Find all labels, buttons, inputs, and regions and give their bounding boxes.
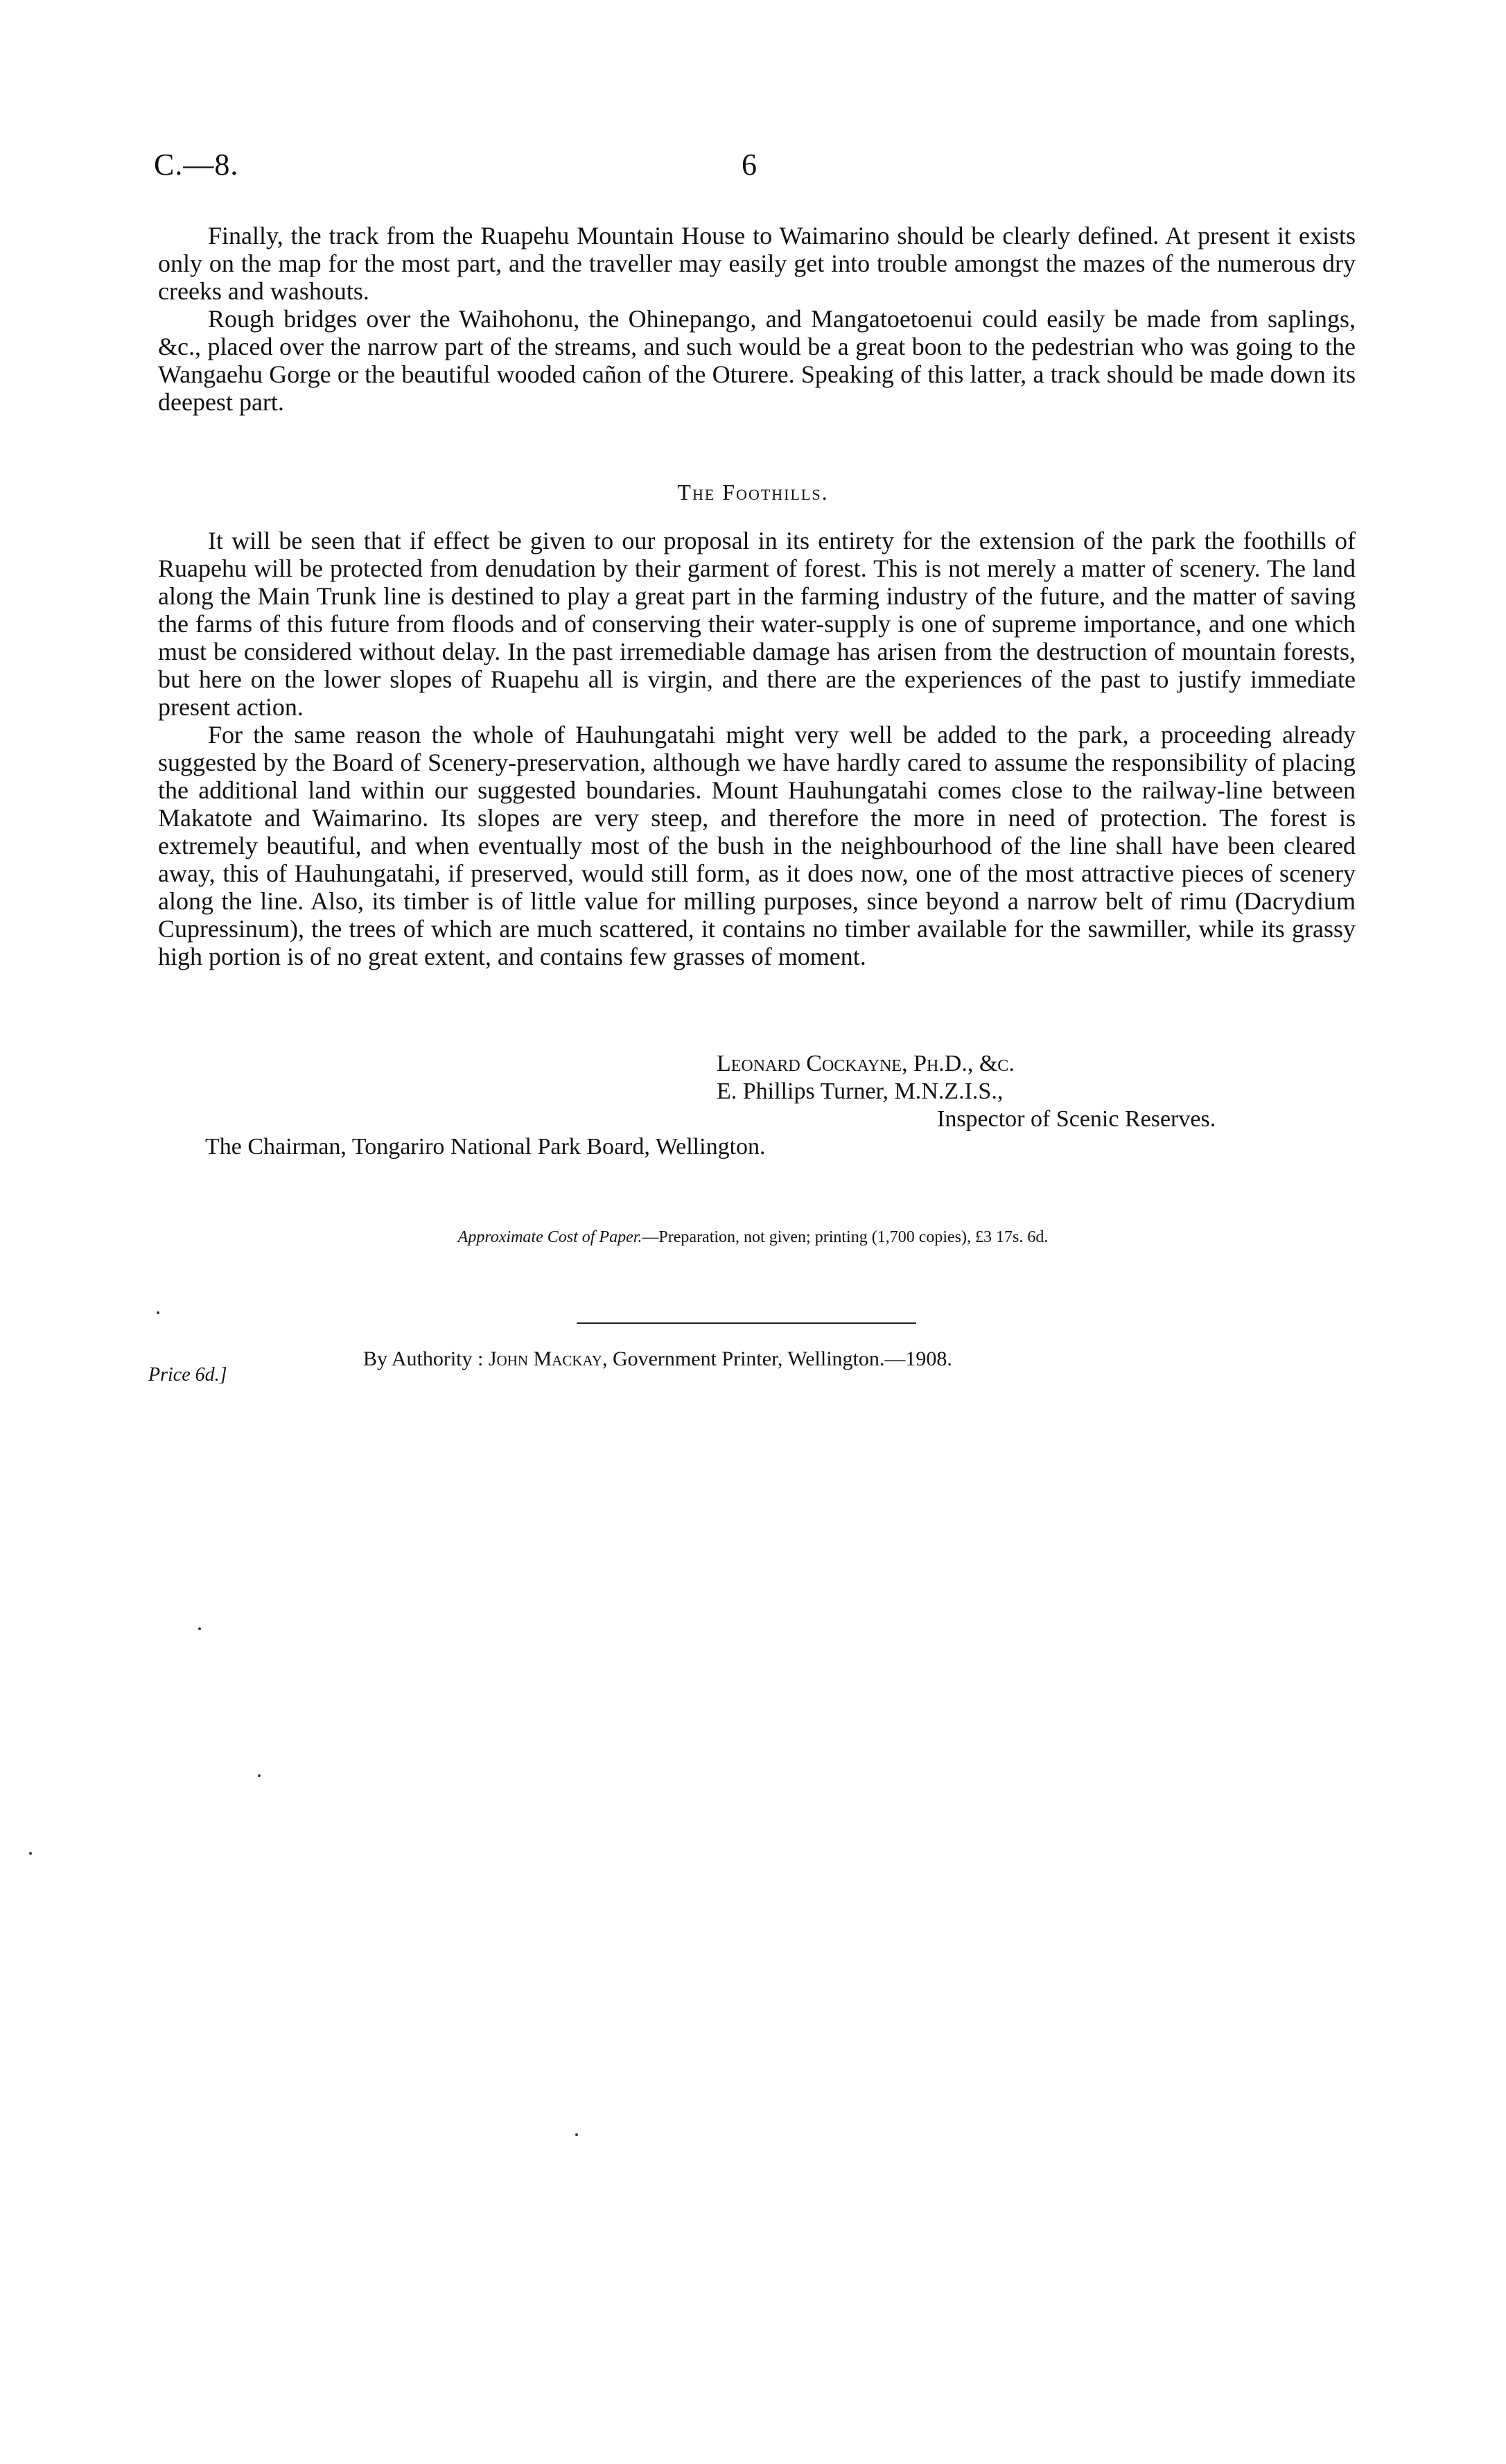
cost-text: —Preparation, not given; printing (1,700 copies), £3 17s. 6d. <box>642 1228 1049 1246</box>
imprint-suffix: Government Printer, Wellington.—1908. <box>612 1347 952 1370</box>
paragraph: For the same reason the whole of Hauhungatahi might very well be added to the park, a proceeding already suggested by the Board of Scenery-preservation, although we have hardly cared to assume the responsibility of placing the additional land within our suggested boundaries. Mount Hauhungatahi comes close to the railway-line between Makatote and Waimarino. Its slopes are very steep, and therefore the more in need of protection. The forest is extremely beautiful, and when eventually most of the bush in the neighbourhood of the line shall have been cleared away, this of Hauhungatahi, if preserved, would still form, as it does now, one of the most attractive pieces of scenery along the line. Also, its timber is of little value for milling purposes, since beyond a narrow belt of rimu (Dacrydium Cupressinum), the trees of which are much scattered, it contains no timber available for the sawmiller, while its grassy high portion is of no great extent, and contains few grasses of moment. <box>158 721 1356 970</box>
body-section-1 <box>158 222 1356 416</box>
addressee: The Chairman, Tongariro National Park Board, Wellington. <box>205 1134 766 1160</box>
price-label: Price 6d.] <box>148 1364 227 1386</box>
scan-speck <box>575 2133 578 2136</box>
printer-imprint <box>363 1347 952 1371</box>
scan-speck <box>157 1311 159 1314</box>
body-section-2 <box>158 527 1356 970</box>
scan-speck <box>29 1852 32 1855</box>
page-number: 6 <box>742 148 757 182</box>
paragraph: Finally, the track from the Ruapehu Mountain House to Waimarino should be clearly defined. At present it exists only on the map for the most part, and the traveller may easily get into trouble amongst the mazes of the numerous dry creeks and washouts. <box>158 222 1356 305</box>
scan-speck <box>258 1774 261 1777</box>
divider-rule <box>577 1322 916 1324</box>
paragraph: Rough bridges over the Waihohonu, the Ohinepango, and Mangatoetoenui could easily be made from saplings, &c., placed over the narrow part of the streams, and such would be a great boon to the pedestrian who was going to the Wangaehu Gorge or the beautiful wooded cañon of the Oturere. Speaking of this latter, a track should be made down its deepest part. <box>158 305 1356 416</box>
document-reference: C.—8. <box>154 148 239 182</box>
imprint-printer: John Mackay, <box>488 1347 608 1370</box>
printing-cost-note <box>0 1228 1506 1247</box>
section-heading: The Foothills. <box>677 480 829 505</box>
imprint-prefix: By Authority : <box>363 1347 484 1370</box>
scan-speck <box>198 1627 201 1630</box>
paragraph: It will be seen that if effect be given to our proposal in its entirety for the extension of the park the foothills of Ruapehu will be protected from denudation by their garment of forest. This is not merely a matter of scenery. The land along the Main Trunk line is destined to play a great part in the farming industry of the future, and the matter of saving the farms of this future from floods and of conserving their water-supply is one of supreme importance, and one which must be considered without delay. In the past irremediable damage has arisen from the destruction of mountain forests, but here on the lower slopes of Ruapehu all is virgin, and there are the experiences of the past to justify immediate present action. <box>158 527 1356 721</box>
signature-name-2: E. Phillips Turner, M.N.Z.I.S., <box>717 1078 1004 1104</box>
signature-name-1: Leonard Cockayne, Ph.D., &c. <box>717 1051 1015 1076</box>
cost-label: Approximate Cost of Paper. <box>457 1228 642 1246</box>
signature-title: Inspector of Scenic Reserves. <box>937 1106 1216 1132</box>
